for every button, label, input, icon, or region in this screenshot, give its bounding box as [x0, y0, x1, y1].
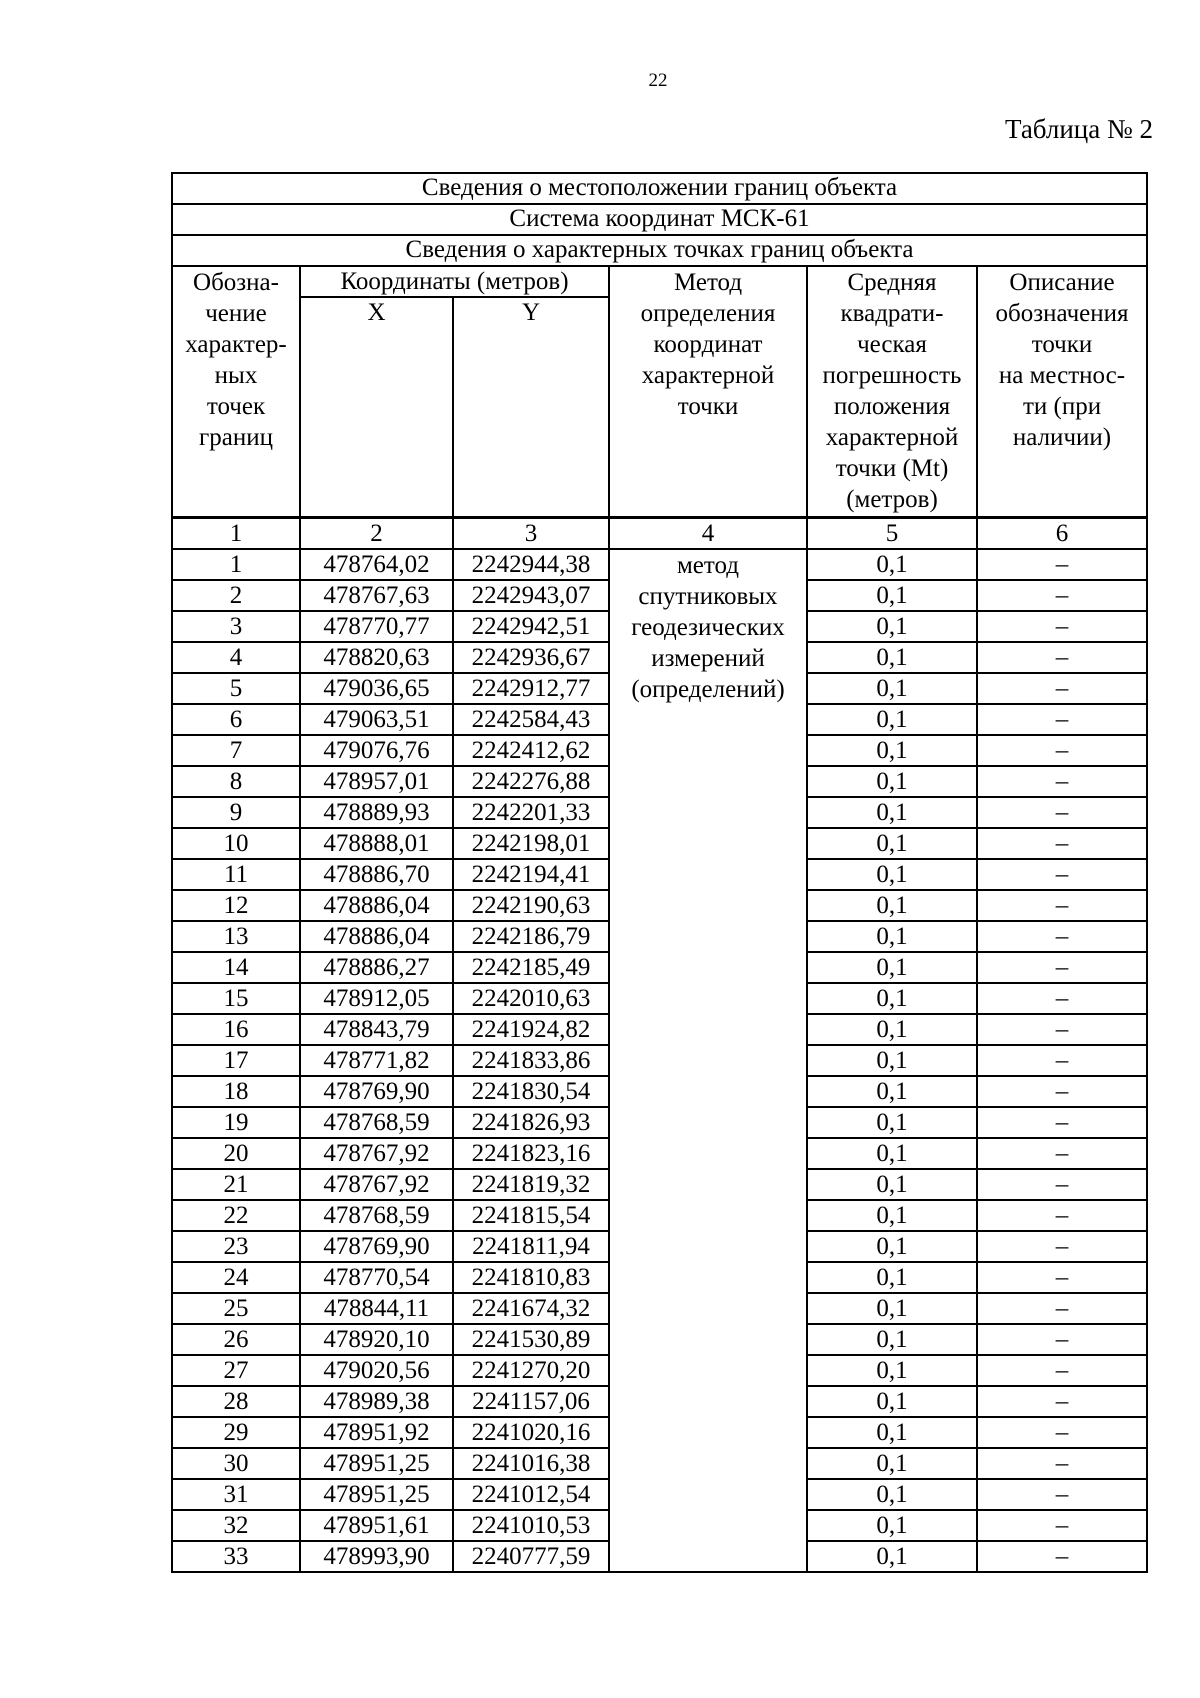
point-number-cell: 6 — [172, 704, 300, 735]
y-coordinate-cell: 2242194,41 — [453, 859, 609, 890]
point-number-cell: 1 — [172, 549, 300, 580]
y-coordinate-cell: 2241815,54 — [453, 1200, 609, 1231]
mean-error-cell: 0,1 — [807, 735, 977, 766]
column-number: 3 — [453, 518, 609, 550]
mean-error-cell: 0,1 — [807, 549, 977, 580]
x-coordinate-cell: 478989,38 — [300, 1386, 453, 1417]
mean-error-cell: 0,1 — [807, 1448, 977, 1479]
y-coordinate-cell: 2241157,06 — [453, 1386, 609, 1417]
header-x: X — [300, 297, 453, 518]
y-coordinate-cell: 2242185,49 — [453, 952, 609, 983]
point-number-cell: 2 — [172, 580, 300, 611]
point-number-cell: 19 — [172, 1107, 300, 1138]
x-coordinate-cell: 478768,59 — [300, 1200, 453, 1231]
y-coordinate-cell: 2242936,67 — [453, 642, 609, 673]
mean-error-cell: 0,1 — [807, 921, 977, 952]
point-number-cell: 18 — [172, 1076, 300, 1107]
x-coordinate-cell: 478767,92 — [300, 1169, 453, 1200]
mean-error-cell: 0,1 — [807, 1355, 977, 1386]
mean-error-cell: 0,1 — [807, 1479, 977, 1510]
mean-error-cell: 0,1 — [807, 1076, 977, 1107]
x-coordinate-cell: 478771,82 — [300, 1045, 453, 1076]
description-cell: – — [977, 1262, 1147, 1293]
y-coordinate-cell: 2241811,94 — [453, 1231, 609, 1262]
y-coordinate-cell: 2242198,01 — [453, 828, 609, 859]
description-cell: – — [977, 1107, 1147, 1138]
x-coordinate-cell: 478770,77 — [300, 611, 453, 642]
description-cell: – — [977, 797, 1147, 828]
description-cell: – — [977, 1324, 1147, 1355]
description-cell: – — [977, 1169, 1147, 1200]
description-cell: – — [977, 1386, 1147, 1417]
header-mean-error: Средняя квадрати- ческая погрешность положения характерной точки (Mt) (метров) — [807, 266, 977, 518]
column-number-row — [172, 518, 1147, 550]
mean-error-cell: 0,1 — [807, 704, 977, 735]
description-cell: – — [977, 1541, 1147, 1572]
point-number-cell: 12 — [172, 890, 300, 921]
y-coordinate-cell: 2241810,83 — [453, 1262, 609, 1293]
description-cell: – — [977, 1138, 1147, 1169]
mean-error-cell: 0,1 — [807, 859, 977, 890]
description-cell: – — [977, 549, 1147, 580]
y-coordinate-cell: 2241830,54 — [453, 1076, 609, 1107]
x-coordinate-cell: 479063,51 — [300, 704, 453, 735]
column-number: 4 — [609, 518, 807, 550]
description-cell: – — [977, 673, 1147, 704]
description-cell: – — [977, 1510, 1147, 1541]
description-cell: – — [977, 921, 1147, 952]
description-cell: – — [977, 859, 1147, 890]
point-number-cell: 24 — [172, 1262, 300, 1293]
header-y: Y — [453, 297, 609, 518]
mean-error-cell: 0,1 — [807, 1293, 977, 1324]
mean-error-cell: 0,1 — [807, 673, 977, 704]
mean-error-cell: 0,1 — [807, 1045, 977, 1076]
mean-error-cell: 0,1 — [807, 828, 977, 859]
mean-error-cell: 0,1 — [807, 1541, 977, 1572]
description-cell: – — [977, 828, 1147, 859]
mean-error-cell: 0,1 — [807, 766, 977, 797]
x-coordinate-cell: 478951,61 — [300, 1510, 453, 1541]
x-coordinate-cell: 478770,54 — [300, 1262, 453, 1293]
point-number-cell: 10 — [172, 828, 300, 859]
column-number: 5 — [807, 518, 977, 550]
description-cell: – — [977, 611, 1147, 642]
description-cell: – — [977, 1014, 1147, 1045]
x-coordinate-cell: 478912,05 — [300, 983, 453, 1014]
method-cell: метод спутниковых геодезических измерений (определений) — [609, 549, 807, 1572]
x-coordinate-cell: 478767,63 — [300, 580, 453, 611]
x-coordinate-cell: 479020,56 — [300, 1355, 453, 1386]
point-number-cell: 28 — [172, 1386, 300, 1417]
mean-error-cell: 0,1 — [807, 1169, 977, 1200]
column-number: 1 — [172, 518, 300, 550]
description-cell: – — [977, 1479, 1147, 1510]
point-number-cell: 9 — [172, 797, 300, 828]
x-coordinate-cell: 478843,79 — [300, 1014, 453, 1045]
mean-error-cell: 0,1 — [807, 642, 977, 673]
point-number-cell: 32 — [172, 1510, 300, 1541]
table-title-2: Система координат МСК-61 — [172, 204, 1147, 235]
mean-error-cell: 0,1 — [807, 1138, 977, 1169]
header-method: Метод определения координат характерной точки — [609, 266, 807, 518]
mean-error-cell: 0,1 — [807, 1324, 977, 1355]
y-coordinate-cell: 2241819,32 — [453, 1169, 609, 1200]
y-coordinate-cell: 2241924,82 — [453, 1014, 609, 1045]
table-title-1: Сведения о местоположении границ объекта — [172, 173, 1147, 204]
point-number-cell: 23 — [172, 1231, 300, 1262]
description-cell: – — [977, 642, 1147, 673]
x-coordinate-cell: 478820,63 — [300, 642, 453, 673]
y-coordinate-cell: 2241833,86 — [453, 1045, 609, 1076]
description-cell: – — [977, 1045, 1147, 1076]
mean-error-cell: 0,1 — [807, 580, 977, 611]
mean-error-cell: 0,1 — [807, 1262, 977, 1293]
y-coordinate-cell: 2242943,07 — [453, 580, 609, 611]
x-coordinate-cell: 478886,04 — [300, 890, 453, 921]
mean-error-cell: 0,1 — [807, 1107, 977, 1138]
point-number-cell: 22 — [172, 1200, 300, 1231]
description-cell: – — [977, 766, 1147, 797]
x-coordinate-cell: 478993,90 — [300, 1541, 453, 1572]
description-cell: – — [977, 1076, 1147, 1107]
table-label: Таблица № 2 — [1005, 114, 1153, 144]
point-number-cell: 11 — [172, 859, 300, 890]
mean-error-cell: 0,1 — [807, 890, 977, 921]
y-coordinate-cell: 2241010,53 — [453, 1510, 609, 1541]
point-number-cell: 17 — [172, 1045, 300, 1076]
y-coordinate-cell: 2241012,54 — [453, 1479, 609, 1510]
x-coordinate-cell: 479076,76 — [300, 735, 453, 766]
description-cell: – — [977, 1448, 1147, 1479]
mean-error-cell: 0,1 — [807, 1386, 977, 1417]
x-coordinate-cell: 478769,90 — [300, 1076, 453, 1107]
x-coordinate-cell: 478951,25 — [300, 1448, 453, 1479]
point-number-cell: 14 — [172, 952, 300, 983]
description-cell: – — [977, 580, 1147, 611]
point-number-cell: 29 — [172, 1417, 300, 1448]
description-cell: – — [977, 1200, 1147, 1231]
point-number-cell: 13 — [172, 921, 300, 952]
y-coordinate-cell: 2241016,38 — [453, 1448, 609, 1479]
y-coordinate-cell: 2242944,38 — [453, 549, 609, 580]
mean-error-cell: 0,1 — [807, 952, 977, 983]
description-cell: – — [977, 1417, 1147, 1448]
x-coordinate-cell: 478844,11 — [300, 1293, 453, 1324]
point-number-cell: 30 — [172, 1448, 300, 1479]
x-coordinate-cell: 478886,27 — [300, 952, 453, 983]
x-coordinate-cell: 478767,92 — [300, 1138, 453, 1169]
y-coordinate-cell: 2242010,63 — [453, 983, 609, 1014]
x-coordinate-cell: 478886,04 — [300, 921, 453, 952]
x-coordinate-cell: 478951,25 — [300, 1479, 453, 1510]
header-point-designation: Обозна- чение характер- ных точек границ — [172, 266, 300, 518]
y-coordinate-cell: 2242942,51 — [453, 611, 609, 642]
point-number-cell: 25 — [172, 1293, 300, 1324]
description-cell: – — [977, 1231, 1147, 1262]
y-coordinate-cell: 2242584,43 — [453, 704, 609, 735]
description-cell: – — [977, 952, 1147, 983]
y-coordinate-cell: 2242912,77 — [453, 673, 609, 704]
point-number-cell: 20 — [172, 1138, 300, 1169]
x-coordinate-cell: 478920,10 — [300, 1324, 453, 1355]
y-coordinate-cell: 2241020,16 — [453, 1417, 609, 1448]
point-number-cell: 16 — [172, 1014, 300, 1045]
point-number-cell: 26 — [172, 1324, 300, 1355]
table-title-3: Сведения о характерных точках границ объекта — [172, 235, 1147, 266]
x-coordinate-cell: 478769,90 — [300, 1231, 453, 1262]
x-coordinate-cell: 478951,92 — [300, 1417, 453, 1448]
point-number-cell: 21 — [172, 1169, 300, 1200]
y-coordinate-cell: 2241270,20 — [453, 1355, 609, 1386]
x-coordinate-cell: 479036,65 — [300, 673, 453, 704]
header-coordinates: Координаты (метров) — [300, 266, 609, 297]
point-number-cell: 15 — [172, 983, 300, 1014]
point-number-cell: 33 — [172, 1541, 300, 1572]
y-coordinate-cell: 2241826,93 — [453, 1107, 609, 1138]
y-coordinate-cell: 2241530,89 — [453, 1324, 609, 1355]
boundary-points-table — [171, 172, 1148, 1573]
mean-error-cell: 0,1 — [807, 983, 977, 1014]
y-coordinate-cell: 2242201,33 — [453, 797, 609, 828]
point-number-cell: 31 — [172, 1479, 300, 1510]
description-cell: – — [977, 1355, 1147, 1386]
point-number-cell: 4 — [172, 642, 300, 673]
point-number-cell: 3 — [172, 611, 300, 642]
point-number-cell: 8 — [172, 766, 300, 797]
table-row — [172, 549, 1147, 580]
y-coordinate-cell: 2242190,63 — [453, 890, 609, 921]
x-coordinate-cell: 478768,59 — [300, 1107, 453, 1138]
header-description: Описание обозначения точки на местнос- ти (при наличии) — [977, 266, 1147, 518]
y-coordinate-cell: 2241674,32 — [453, 1293, 609, 1324]
description-cell: – — [977, 704, 1147, 735]
x-coordinate-cell: 478889,93 — [300, 797, 453, 828]
y-coordinate-cell: 2240777,59 — [453, 1541, 609, 1572]
description-cell: – — [977, 1293, 1147, 1324]
y-coordinate-cell: 2242412,62 — [453, 735, 609, 766]
x-coordinate-cell: 478888,01 — [300, 828, 453, 859]
column-number: 2 — [300, 518, 453, 550]
point-number-cell: 7 — [172, 735, 300, 766]
page-number: 22 — [648, 70, 668, 91]
description-cell: – — [977, 983, 1147, 1014]
point-number-cell: 27 — [172, 1355, 300, 1386]
x-coordinate-cell: 478886,70 — [300, 859, 453, 890]
mean-error-cell: 0,1 — [807, 1014, 977, 1045]
point-number-cell: 5 — [172, 673, 300, 704]
column-number: 6 — [977, 518, 1147, 550]
description-cell: – — [977, 890, 1147, 921]
mean-error-cell: 0,1 — [807, 1417, 977, 1448]
mean-error-cell: 0,1 — [807, 1200, 977, 1231]
x-coordinate-cell: 478764,02 — [300, 549, 453, 580]
y-coordinate-cell: 2241823,16 — [453, 1138, 609, 1169]
y-coordinate-cell: 2242186,79 — [453, 921, 609, 952]
mean-error-cell: 0,1 — [807, 1231, 977, 1262]
x-coordinate-cell: 478957,01 — [300, 766, 453, 797]
mean-error-cell: 0,1 — [807, 797, 977, 828]
description-cell: – — [977, 735, 1147, 766]
mean-error-cell: 0,1 — [807, 1510, 977, 1541]
y-coordinate-cell: 2242276,88 — [453, 766, 609, 797]
mean-error-cell: 0,1 — [807, 611, 977, 642]
